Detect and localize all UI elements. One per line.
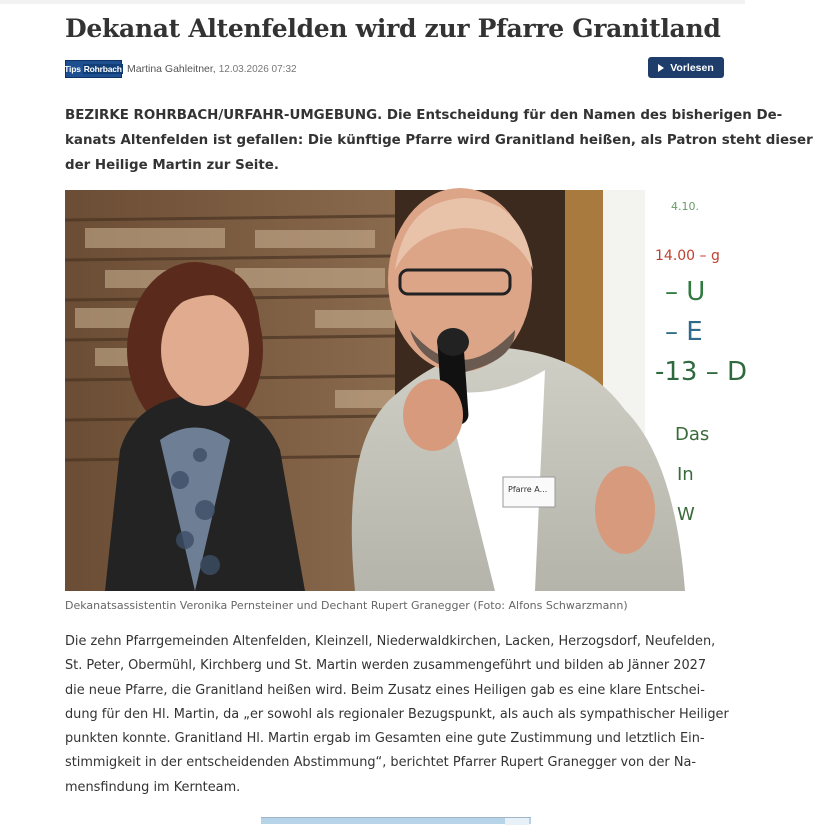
tips-rohrbach-logo[interactable]: Tips Rohrbach xyxy=(65,60,122,78)
flipchart-text-8: W xyxy=(677,504,695,525)
name-tag-text: Pfarre A... xyxy=(508,485,548,494)
ad-choices-icon[interactable] xyxy=(505,818,529,825)
flipchart-text-1: 4.10. xyxy=(671,200,699,213)
flipchart-text-7: In xyxy=(677,464,694,485)
advertisement-banner[interactable] xyxy=(261,817,531,824)
article-meta xyxy=(65,59,297,79)
author-name[interactable]: Martina Gahleitner, xyxy=(127,63,216,75)
flipchart-text-6: Das xyxy=(675,424,710,445)
article-photo[interactable] xyxy=(65,190,748,591)
flipchart-text-4: – E xyxy=(665,317,703,347)
play-icon xyxy=(658,64,664,72)
flipchart-text-2: 14.00 – g xyxy=(655,248,720,264)
photo-image xyxy=(65,190,748,591)
article-lead: BEZIRKE ROHRBACH/URFAHR-UMGEBUNG. Die Entscheidung für den Namen des bisherigen De- kanats Altenfelden ist gefallen: Die künftige Pfarre wird Granitland heißen, als Patron steht dieser der Heilige Martin zur Seite. xyxy=(65,108,813,173)
publish-date: 12.03.2026 07:32 xyxy=(218,63,297,75)
top-bar xyxy=(0,0,745,4)
flipchart-text-3: – U xyxy=(665,277,706,307)
article-body: Die zehn Pfarrgemeinden Altenfelden, Kleinzell, Niederwaldkirchen, Lacken, Herzogsdorf, Neufelden, St. Peter, Obermühl, Kirchberg und St. Martin werden zusammengeführt und bilden ab Jänner 2027 die neue Pfarre, die Granitland heißen wird. Beim Zusatz eines Heiligen gab es eine klare Entschei- dung für den Hl. Martin, da „er sowohl als regionaler Bezugspunkt, als auch als sympathischer Heiliger punkten konnte. Granitland Hl. Martin ergab im Gesamten eine gute Zustimmung und letztlich Ein- stimmigkeit in der entscheidenden Abstimmung“, berichtet Pfarrer Rupert Granegger von der Na- mensfindung im Kernteam. xyxy=(65,634,729,795)
read-aloud-label: Vorlesen xyxy=(670,61,714,74)
article-title: Dekanat Altenfelden wird zur Pfarre Granitland xyxy=(65,14,721,43)
photo-caption: Dekanatsassistentin Veronika Pernsteiner und Dechant Rupert Granegger (Foto: Alfons Schwarzmann) xyxy=(65,599,628,612)
flipchart-text-5: -13 – D xyxy=(655,357,748,387)
read-aloud-button[interactable] xyxy=(648,57,724,78)
